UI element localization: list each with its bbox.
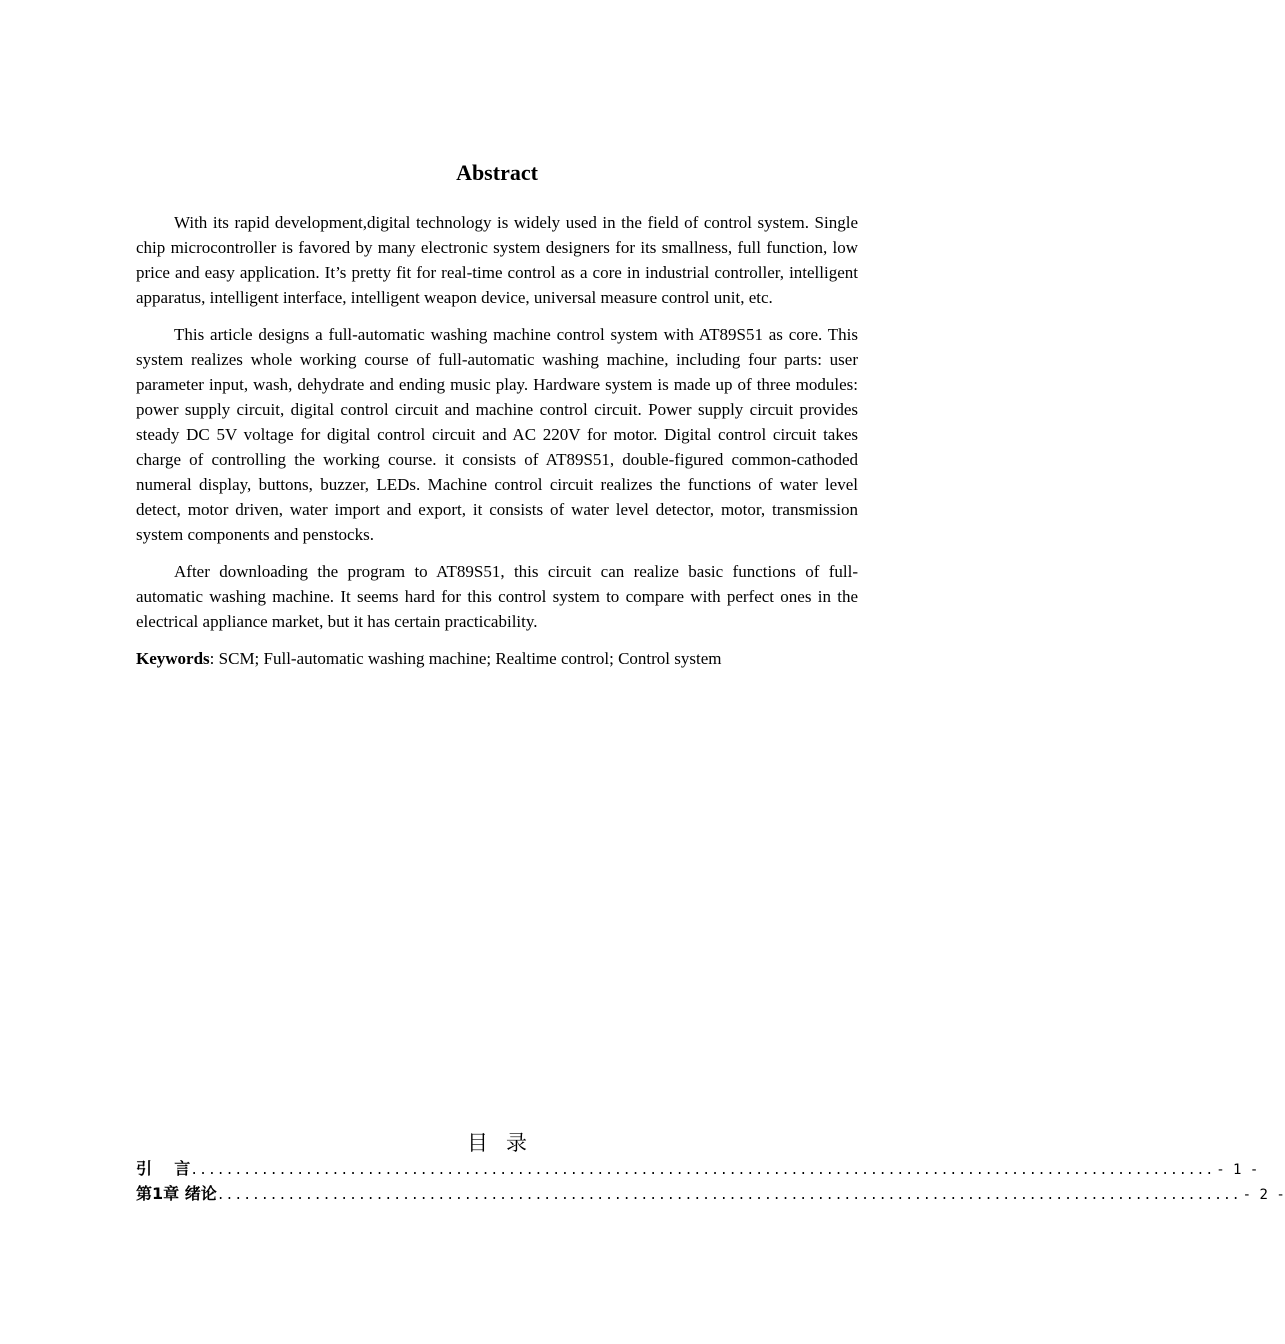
toc-entry[interactable] — [136, 1156, 1259, 1181]
abstract-title: Abstract — [456, 160, 538, 185]
abstract-paragraph-3: After downloading the program to AT89S51, this circuit can realize basic functions of full-automatic washing machine. It seems hard for this control system to compare with perfect ones in the electrical appliance market, but it has certain practicability. — [136, 562, 858, 631]
toc-leader-dots: .................................................................................................................... — [190, 1163, 1215, 1178]
toc-title: 目录 — [467, 1131, 545, 1155]
abstract-body — [136, 210, 858, 671]
toc-entry-page: - 1 - — [1216, 1162, 1259, 1178]
abstract-paragraph-2: This article designs a full-automatic washing machine control system with AT89S51 as core. This system realizes whole working course of full-automatic washing machine, including four parts: user parameter input, wash, dehydrate and ending music play. Hardware system is made up of three modules: power supply circuit, digital control circuit and machine control circuit. Power supply circuit provides steady DC 5V voltage for digital control circuit and AC 220V for motor. Digital control circuit takes charge of controlling the working course. it consists of AT89S51, double-figured common-cathoded numeral display, buttons, buzzer, LEDs. Machine control circuit realizes the functions of water level detect, motor driven, water import and export, it consists of water level detector, motor, transmission system components and penstocks. — [136, 325, 858, 544]
keywords-label: Keywords — [136, 649, 210, 668]
toc-entry[interactable] — [136, 1181, 1285, 1206]
toc-entry-label: 第1章 绪论 — [136, 1184, 217, 1203]
keywords-line — [136, 646, 858, 671]
toc-list — [136, 1156, 1285, 1206]
toc-entry-label: 引 言 — [136, 1159, 191, 1178]
keywords-text: : SCM; Full-automatic washing machine; Realtime control; Control system — [209, 649, 722, 668]
toc-leader-dots: .................................................................................................................... — [216, 1188, 1241, 1203]
abstract-paragraph-1: With its rapid development,digital technology is widely used in the field of control system. Single chip microcontroller is favored by many electronic system designers for its smallness, full function, low price and easy application. It’s pretty fit for real-time control as a core in industrial controller, intelligent apparatus, intelligent interface, intelligent weapon device, universal measure control unit, etc. — [136, 213, 858, 307]
toc-entry-page: - 2 - — [1242, 1187, 1285, 1203]
